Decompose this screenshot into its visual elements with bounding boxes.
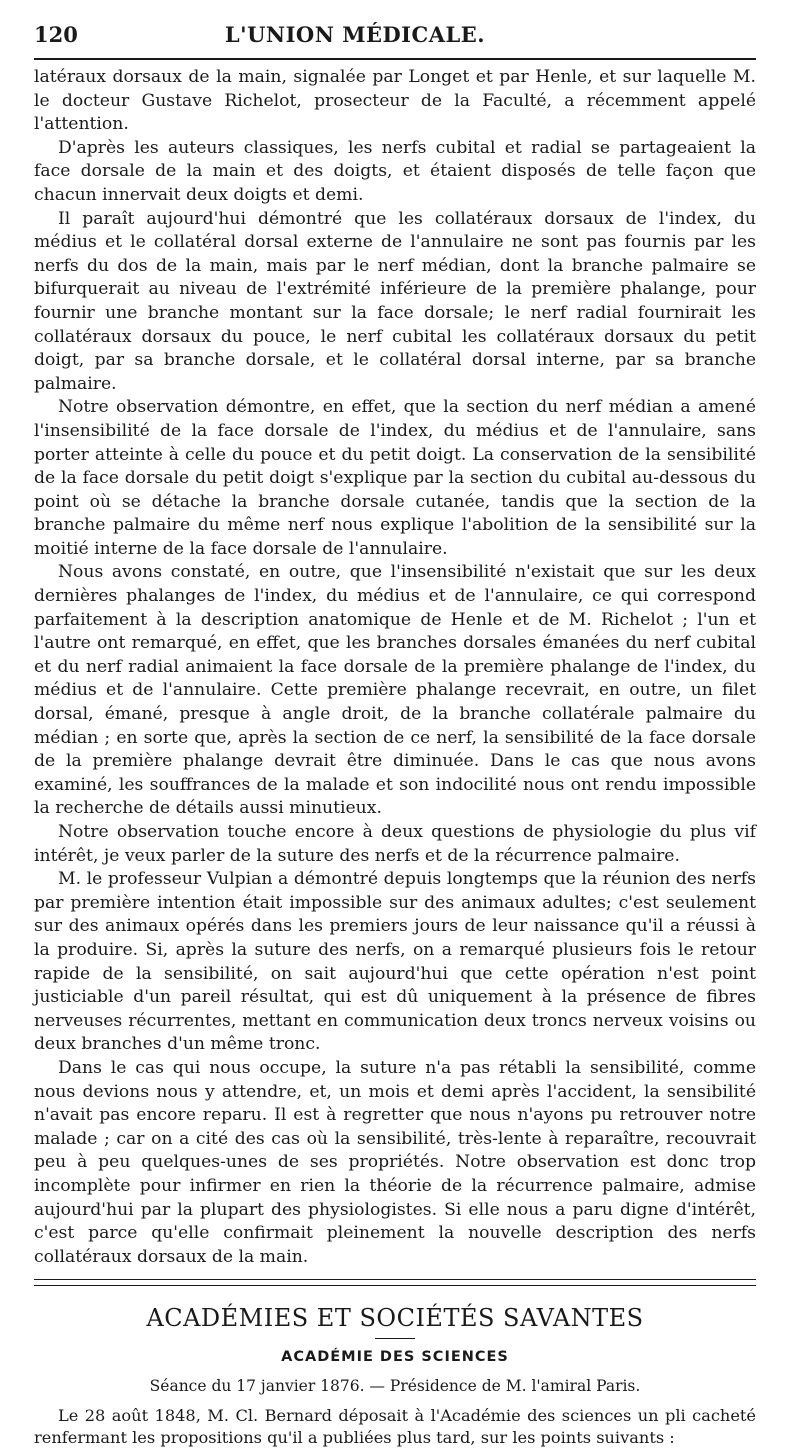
section-opening-paragraph: Le 28 août 1848, M. Cl. Bernard déposait à l'Académie des sciences un pli cacheté renfermant les propositions qu'il a publiées plus tard, sur les points suivants : [34, 1406, 756, 1448]
paragraph-2: D'après les auteurs classiques, les nerfs cubital et radial se partageaient la face dorsale de la main et des doigts, et étaient disposés de telle façon que chacun innervait deux doigts et demi. [34, 137, 756, 205]
paragraph-8: Dans le cas qui nous occupe, la suture n'a pas rétabli la sensibilité, comme nous devions nous y attendre, et, un mois et demi après l'accident, la sensibilité n'avait pas encore reparu. Il est à regretter que nous n'ayons pu retrouver notre malade ; car on a cité des cas où la sensibilité, très-lente à reparaître, recouvrait peu à peu quelques-unes de ses propriétés. Notre observation est donc trop incomplète pour infirmer en rien la théorie de la récurrence palmaire, admise aujourd'hui par la plupart des physiologistes. Si elle nous a paru digne d'intérêt, c'est parce qu'elle confirmait pleinement la nouvelle description des nerfs collatéraux dorsaux de la main. [34, 1057, 756, 1267]
paragraph-1: latéraux dorsaux de la main, signalée par Longet et par Henle, et sur laquelle M. le docteur Gustave Richelot, prosecteur de la Faculté, a récemment appelé l'attention. [34, 67, 756, 135]
article-body [34, 66, 756, 1269]
page-header [34, 22, 756, 52]
paragraph-3: Il paraît aujourd'hui démontré que les collatéraux dorsaux de l'index, du médius et le collatéral dorsal externe de l'annulaire ne sont pas fournis par les nerfs du dos de la main, mais par le nerf médian, dont la branche palmaire se bifurquerait au niveau de l'extrémité inférieure de la première phalange, pour fournir une branche montant sur la face dorsale; le nerf radial fournirait les collatéraux dorsaux du pouce, le nerf cubital les collatéraux dorsaux du petit doigt, par sa branche dorsale, et le collatéral dorsal interne, par sa branche palmaire. [34, 208, 756, 394]
paragraph-4: Notre observation démontre, en effet, que la section du nerf médian a amené l'insensibilité de la face dorsale de l'index, du médius et de l'annulaire, sans porter atteinte à celle du pouce et du petit doigt. La conservation de la sensibilité de la face dorsale du petit doigt s'explique par la section du cubital au-dessous du point où se détache la branche dorsale cutanée, tandis que la section de la branche palmaire du même nerf nous explique l'abolition de la sensibilité sur la moitié interne de la face dorsale de l'annulaire. [34, 397, 756, 559]
page-number: 120 [34, 22, 78, 47]
title-ornament-rule [375, 1338, 415, 1339]
paragraph-7: M. le professeur Vulpian a démontré depuis longtemps que la réunion des nerfs par première intention était impossible sur des animaux adultes; c'est seulement sur des animaux opérés dans les premiers jours de leur naissance qu'il a réussi à la produire. Si, après la suture des nerfs, on a remarqué plusieurs fois le retour rapide de la sensibilité, on sait aujourd'hui que cette opération n'est point justiciable d'un pareil résultat, qui est dû uniquement à la présence de fibres nerveuses récurrentes, mettant en communication deux troncs nerveux voisins ou deux branches d'un même tronc. [34, 869, 756, 1055]
section-subtitle: ACADÉMIE DES SCIENCES [281, 1349, 509, 1366]
section-divider [34, 1279, 756, 1286]
section-title: ACADÉMIES ET SOCIÉTÉS SAVANTES [146, 1304, 644, 1333]
paragraph-5: Nous avons constaté, en outre, que l'insensibilité n'existait que sur les deux dernières phalanges de l'index, du médius et de l'annulaire, ce qui correspond parfaitement à la description anatomique de Henle et de M. Richelot ; l'un et l'autre ont remarqué, en effet, que les branches dorsales émanées du nerf cubital et du nerf radial animaient la face dorsale de la première phalange de l'index, du médius et de l'annulaire. Cette première phalange recevrait, en outre, un filet dorsal, émané, presque à angle droit, de la branche collatérale palmaire du médian ; en sorte que, après la section de ce nerf, la sensibilité de la face dorsale de la première phalange devrait être diminuée. Dans le cas que nous avons examiné, les souffrances de la malade et son indocilité nous ont rendu impossible la recherche de détails aussi minutieux. [34, 562, 756, 819]
header-rule [34, 58, 756, 60]
running-title: L'UNION MÉDICALE. [224, 22, 486, 47]
paragraph-6: Notre observation touche encore à deux questions de physiologie du plus vif intérêt, je veux parler de la suture des nerfs et de la récurrence palmaire. [34, 822, 756, 866]
session-line: Séance du 17 janvier 1876. — Présidence de M. l'amiral Paris. [149, 1377, 641, 1396]
